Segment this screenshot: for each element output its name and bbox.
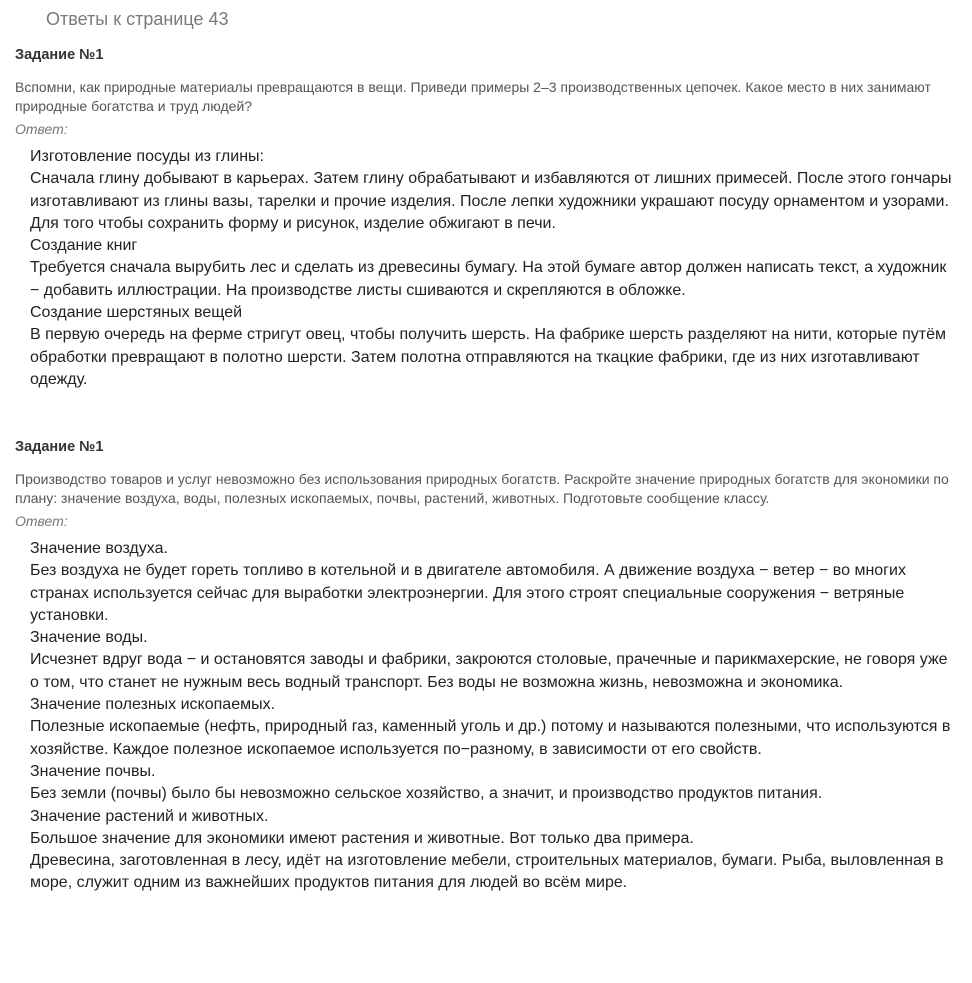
answer-paragraph: В первую очередь на ферме стригут овец, чтобы получить шерсть. На фабрике шерсть разделяют на нити, которые путём обработки превращают в полотно шерсти. Затем полотна отправляются на ткацкие фабрики, где из них изготавливают одежду. [30,326,947,388]
answer-heading: Значение воздуха. [30,540,168,557]
answer-heading: Значение почвы. [30,762,156,780]
answer-heading: Создание шерстяных вещей [30,304,243,322]
answer-body [30,146,960,391]
task-title: Задание №1 [15,439,104,455]
page-title: Ответы к странице 43 [46,9,229,29]
task-section [15,438,960,895]
answer-body [30,538,960,895]
task-section [15,46,960,391]
answer-paragraph: Сначала глину добывают в карьерах. Затем глину обрабатывают и избавляются от лишних примесей. После этого гончары изготавливают из глины вазы, тарелки и прочие изделия. После лепки художники украшают посуду орнаментом и узорами. Для того чтобы сохранить форму и рисунок, изделие обжигают в печи. [30,170,952,232]
answer-paragraph: Без воздуха не будет гореть топливо в котельной и в двигателе автомобиля. А движение воздуха − ветер − во многих странах используется сейчас для выработки электроэнергии. Для этого строят специальные сооружения − ветряные установки. [30,562,906,624]
answer-paragraph: Исчезнет вдруг вода − и остановятся заводы и фабрики, закроются столовые, прачечные и парикмахерские, не говоря уже о том, что станет не нужным весь водный транспорт. Без воды не возможна жизнь, невозможна и экономика. [30,651,948,691]
task-title: Задание №1 [15,47,104,63]
answer-heading: Изготовление посуды из глины: [30,148,264,165]
task-question: Вспомни, как природные материалы превращаются в вещи. Приведи примеры 2–3 производственных цепочек. Какое место в них занимают природные богатства и труд людей? [15,79,931,114]
answer-paragraph: Большое значение для экономики имеют растения и животные. Вот только два примера. [30,829,694,847]
answer-paragraph: Без земли (почвы) было бы невозможно сельское хозяйство, а значит, и производство продуктов питания. [30,785,823,803]
answer-paragraph: Требуется сначала вырубить лес и сделать из древесины бумагу. На этой бумаге автор должен написать текст, а художник − добавить иллюстрации. На производстве листы сшиваются и скрепляются в обложке. [30,259,947,299]
answer-heading: Значение полезных ископаемых. [30,696,276,714]
task-question: Производство товаров и услуг невозможно без использования природных богатств. Раскройте значение природных богатств для экономики по плану: значение воздуха, воды, полезных ископаемых, почвы, растений, животных. Подготовьте сообщение классу. [15,471,949,506]
answer-label: Ответ: [15,121,68,137]
answer-paragraph: Полезные ископаемые (нефть, природный газ, каменный уголь и др.) потому и называются полезными, что используются в хозяйстве. Каждое полезное ископаемое используется по−разному, в зависимости от его свойств. [30,718,951,758]
answer-heading: Значение растений и животных. [30,807,269,825]
answer-label: Ответ: [15,513,68,529]
answer-paragraph: Древесина, заготовленная в лесу, идёт на изготовление мебели, строительных материалов, бумаги. Рыба, выловленная в море, служит одним из важнейших продуктов питания для людей во всём мире. [30,852,944,892]
answer-heading: Создание книг [30,237,138,255]
answer-heading: Значение воды. [30,629,148,647]
